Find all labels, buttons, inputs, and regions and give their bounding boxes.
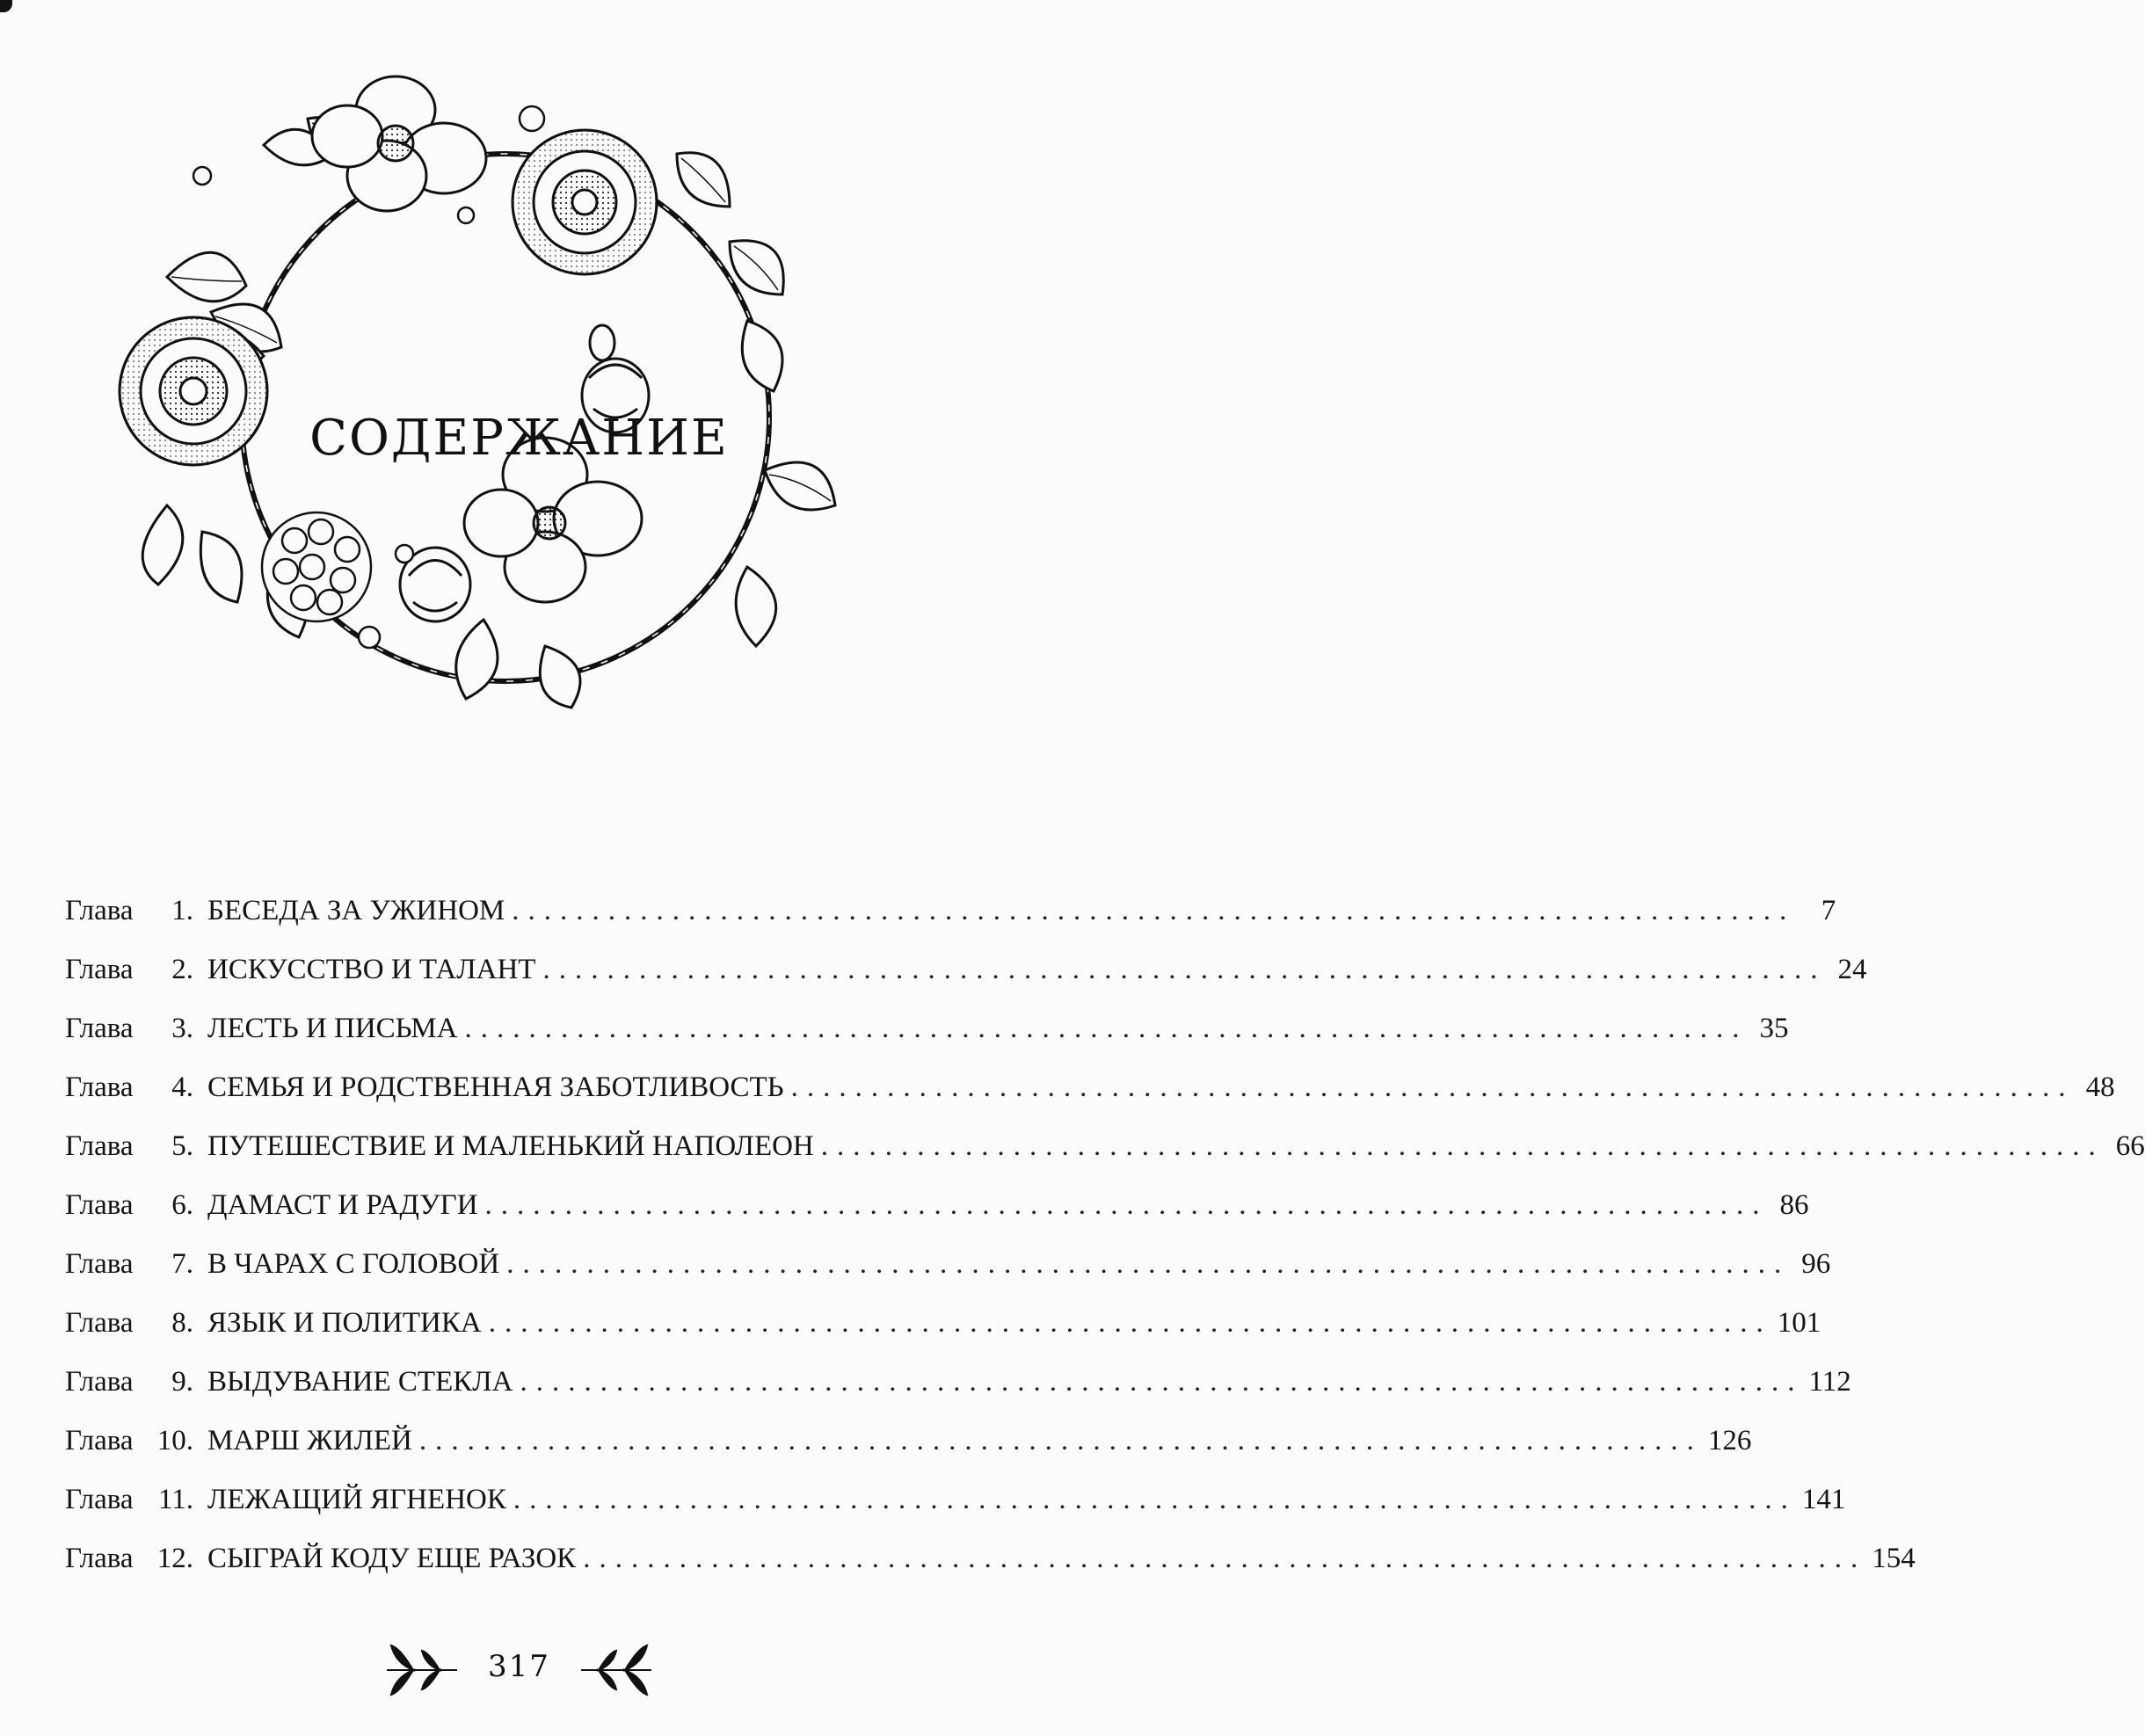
chapter-number: 8. (171, 1307, 193, 1339)
chapter-number: 6. (171, 1189, 193, 1221)
page-title: СОДЕРЖАНИЕ (309, 410, 729, 467)
dot-leader: ................................................................................ (512, 895, 1796, 926)
page-ref: 66 (2115, 1130, 2145, 1162)
dot-leader: ................................................................................ (506, 1248, 1791, 1280)
chapter-title: МАРШ ЖИЛЕЙ (207, 1425, 412, 1456)
page-number: 317 (488, 1649, 550, 1684)
chapter-title: ИСКУССТВО И ТАЛАНТ (207, 954, 536, 985)
chapter-number: 7. (171, 1248, 193, 1280)
chapter-label: Глава (65, 1071, 134, 1103)
toc-row[interactable] (65, 1248, 1831, 1307)
chapter-number: 11. (157, 1484, 193, 1515)
page-ref: 48 (2085, 1071, 2115, 1103)
dot-leader: ................................................................................ (418, 1425, 1703, 1456)
chapter-number: 1. (171, 895, 193, 926)
chapter-number: 9. (171, 1366, 193, 1398)
chapter-title: СЫГРАЙ КОДУ ЕЩЕ РАЗОК (207, 1543, 577, 1574)
chapter-title: В ЧАРАХ С ГОЛОВОЙ (207, 1248, 500, 1280)
chapter-label: Глава (65, 1484, 134, 1515)
toc-row[interactable] (65, 1130, 2145, 1189)
chapter-label: Глава (65, 1013, 134, 1044)
scan-corner-mark (0, 0, 12, 12)
page-ref: 24 (1837, 954, 1867, 985)
toc-row[interactable] (65, 1307, 1821, 1366)
chapter-label: Глава (65, 1425, 134, 1456)
dot-leader: ................................................................................ (484, 1189, 1769, 1221)
page-ref: 141 (1801, 1484, 1846, 1515)
chapter-number: 4. (171, 1071, 193, 1103)
toc-row[interactable] (65, 1366, 1851, 1425)
chapter-title: ЯЗЫК И ПОЛИТИКА (207, 1307, 482, 1339)
dot-leader: ................................................................................ (488, 1307, 1772, 1339)
chapter-title: ПУТЕШЕСТВИЕ И МАЛЕНЬКИЙ НАПОЛЕОН (207, 1130, 814, 1162)
chapter-label: Глава (65, 1307, 134, 1339)
toc-row[interactable] (65, 1071, 2115, 1130)
toc-row[interactable] (65, 1484, 1846, 1543)
table-of-contents (65, 895, 2145, 1602)
chapter-label: Глава (65, 895, 134, 926)
toc-row[interactable] (65, 1425, 1752, 1484)
page-ref: 7 (1821, 895, 1836, 926)
dot-leader: ................................................................................ (464, 1013, 1749, 1044)
chapter-number: 12. (156, 1543, 193, 1574)
chapter-number: 10. (156, 1425, 193, 1456)
page-ref: 112 (1808, 1366, 1851, 1398)
chapter-label: Глава (65, 954, 134, 985)
dot-leader: ................................................................................ (513, 1484, 1797, 1515)
dot-leader: ................................................................................ (542, 954, 1827, 985)
chapter-number: 3. (171, 1013, 193, 1044)
page-ref: 86 (1779, 1189, 1809, 1221)
page-ref: 101 (1777, 1307, 1821, 1339)
page-ref: 126 (1707, 1425, 1752, 1456)
toc-row[interactable] (65, 1543, 1916, 1602)
page-ref: 35 (1759, 1013, 1789, 1044)
toc-row[interactable] (65, 954, 1867, 1013)
toc-row[interactable] (65, 895, 1836, 954)
chapter-title: ВЫДУВАНИЕ СТЕКЛА (207, 1366, 513, 1398)
chapter-label: Глава (65, 1130, 134, 1162)
dot-leader: ................................................................................ (520, 1366, 1804, 1398)
chapter-title: ДАМАСТ И РАДУГИ (207, 1189, 478, 1221)
chapter-title: БЕСЕДА ЗА УЖИНОМ (207, 895, 505, 926)
dot-leader: ................................................................................ (790, 1071, 2075, 1103)
chapter-title: ЛЕСТЬ И ПИСЬМА (207, 1013, 458, 1044)
page-ref: 154 (1872, 1543, 1916, 1574)
dot-leader: ................................................................................ (820, 1130, 2105, 1162)
chapter-label: Глава (65, 1189, 134, 1221)
toc-row[interactable] (65, 1189, 1809, 1248)
chapter-number: 5. (171, 1130, 193, 1162)
chapter-title: ЛЕЖАЩИЙ ЯГНЕНОК (207, 1484, 506, 1515)
chapter-label: Глава (65, 1366, 134, 1398)
chapter-label: Глава (65, 1248, 134, 1280)
page-ref: 96 (1801, 1248, 1831, 1280)
chapter-label: Глава (65, 1543, 134, 1574)
chapter-title: СЕМЬЯ И РОДСТВЕННАЯ ЗАБОТЛИВОСТЬ (207, 1071, 784, 1103)
dot-leader: ................................................................................ (583, 1543, 1867, 1574)
chapter-number: 2. (171, 954, 193, 985)
toc-row[interactable] (65, 1013, 1789, 1071)
